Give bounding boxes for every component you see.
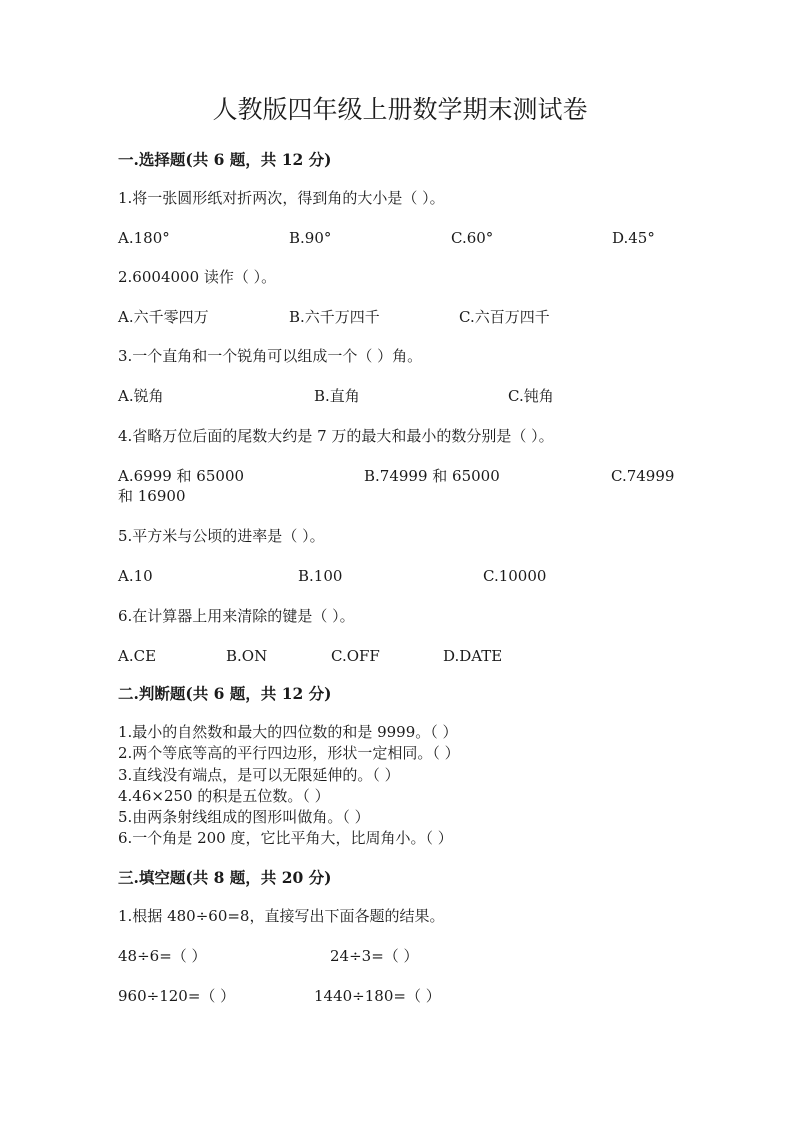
question-1-4-option-c: C.74999 <box>611 467 675 485</box>
question-1-2-option-c: C.六百万四千 <box>459 308 550 326</box>
question-1-6-option-b: B.ON <box>226 647 268 665</box>
question-1-2-option-a: A.六千零四万 <box>118 308 209 326</box>
question-1-5-option-a: A.10 <box>118 567 153 585</box>
question-1-3-option-a: A.锐角 <box>118 387 164 405</box>
section-heading-judgement: 二.判断题(共 6 题，共 12 分) <box>118 684 332 703</box>
question-1-6-option-a: A.CE <box>118 647 157 665</box>
question-1-1-stem: 1.将一张圆形纸对折两次，得到角的大小是（ ）。 <box>118 189 445 207</box>
question-1-4-option-a: A.6999 和 65000 <box>118 467 245 485</box>
question-1-6-option-d: D.DATE <box>443 647 503 665</box>
judge-item-3: 3.直线没有端点，是可以无限延伸的。（ ） <box>118 766 400 784</box>
blank-item-2: 24÷3=（ ） <box>330 947 419 965</box>
question-1-6-option-c: C.OFF <box>331 647 380 665</box>
question-1-5-option-b: B.100 <box>298 567 343 585</box>
question-1-3-option-c: C.钝角 <box>508 387 554 405</box>
question-1-3-stem: 3.一个直角和一个锐角可以组成一个（ ）角。 <box>118 347 423 365</box>
section-heading-fill-blank: 三.填空题(共 8 题，共 20 分) <box>118 868 332 887</box>
judge-item-4: 4.46×250 的积是五位数。（ ） <box>118 787 330 805</box>
question-1-6-stem: 6.在计算器上用来清除的键是（ ）。 <box>118 607 355 625</box>
page-title: 人教版四年级上册数学期末测试卷 <box>212 95 588 124</box>
question-1-1-option-a: A.180° <box>118 229 170 247</box>
question-1-4-stem: 4.省略万位后面的尾数大约是 7 万的最大和最小的数分别是（ ）。 <box>118 427 554 445</box>
question-1-5-stem: 5.平方米与公顷的进率是（ ）。 <box>118 527 325 545</box>
question-1-1-option-d: D.45° <box>612 229 655 247</box>
section-heading-choice: 一.选择题(共 6 题，共 12 分) <box>118 150 332 169</box>
question-1-3-option-b: B.直角 <box>314 387 360 405</box>
judge-item-2: 2.两个等底等高的平行四边形，形状一定相同。（ ） <box>118 744 460 762</box>
question-1-1-option-c: C.60° <box>451 229 494 247</box>
blank-item-3: 960÷120=（ ） <box>118 987 236 1005</box>
judge-item-5: 5.由两条射线组成的图形叫做角。（ ） <box>118 808 370 826</box>
judge-item-6: 6.一个角是 200 度，它比平角大，比周角小。（ ） <box>118 829 453 847</box>
blank-item-1: 48÷6=（ ） <box>118 947 207 965</box>
judge-item-1: 1.最小的自然数和最大的四位数的和是 9999。（ ） <box>118 723 458 741</box>
question-1-1-option-b: B.90° <box>289 229 332 247</box>
question-1-4-option-b: B.74999 和 65000 <box>364 467 500 485</box>
question-1-2-stem: 2.6004000 读作（ ）。 <box>118 268 277 286</box>
question-1-4-option-c-continued: 和 16900 <box>118 487 186 505</box>
question-1-2-option-b: B.六千万四千 <box>289 308 380 326</box>
question-1-5-option-c: C.10000 <box>483 567 547 585</box>
question-3-1-stem: 1.根据 480÷60=8，直接写出下面各题的结果。 <box>118 907 445 925</box>
blank-item-4: 1440÷180=（ ） <box>314 987 441 1005</box>
